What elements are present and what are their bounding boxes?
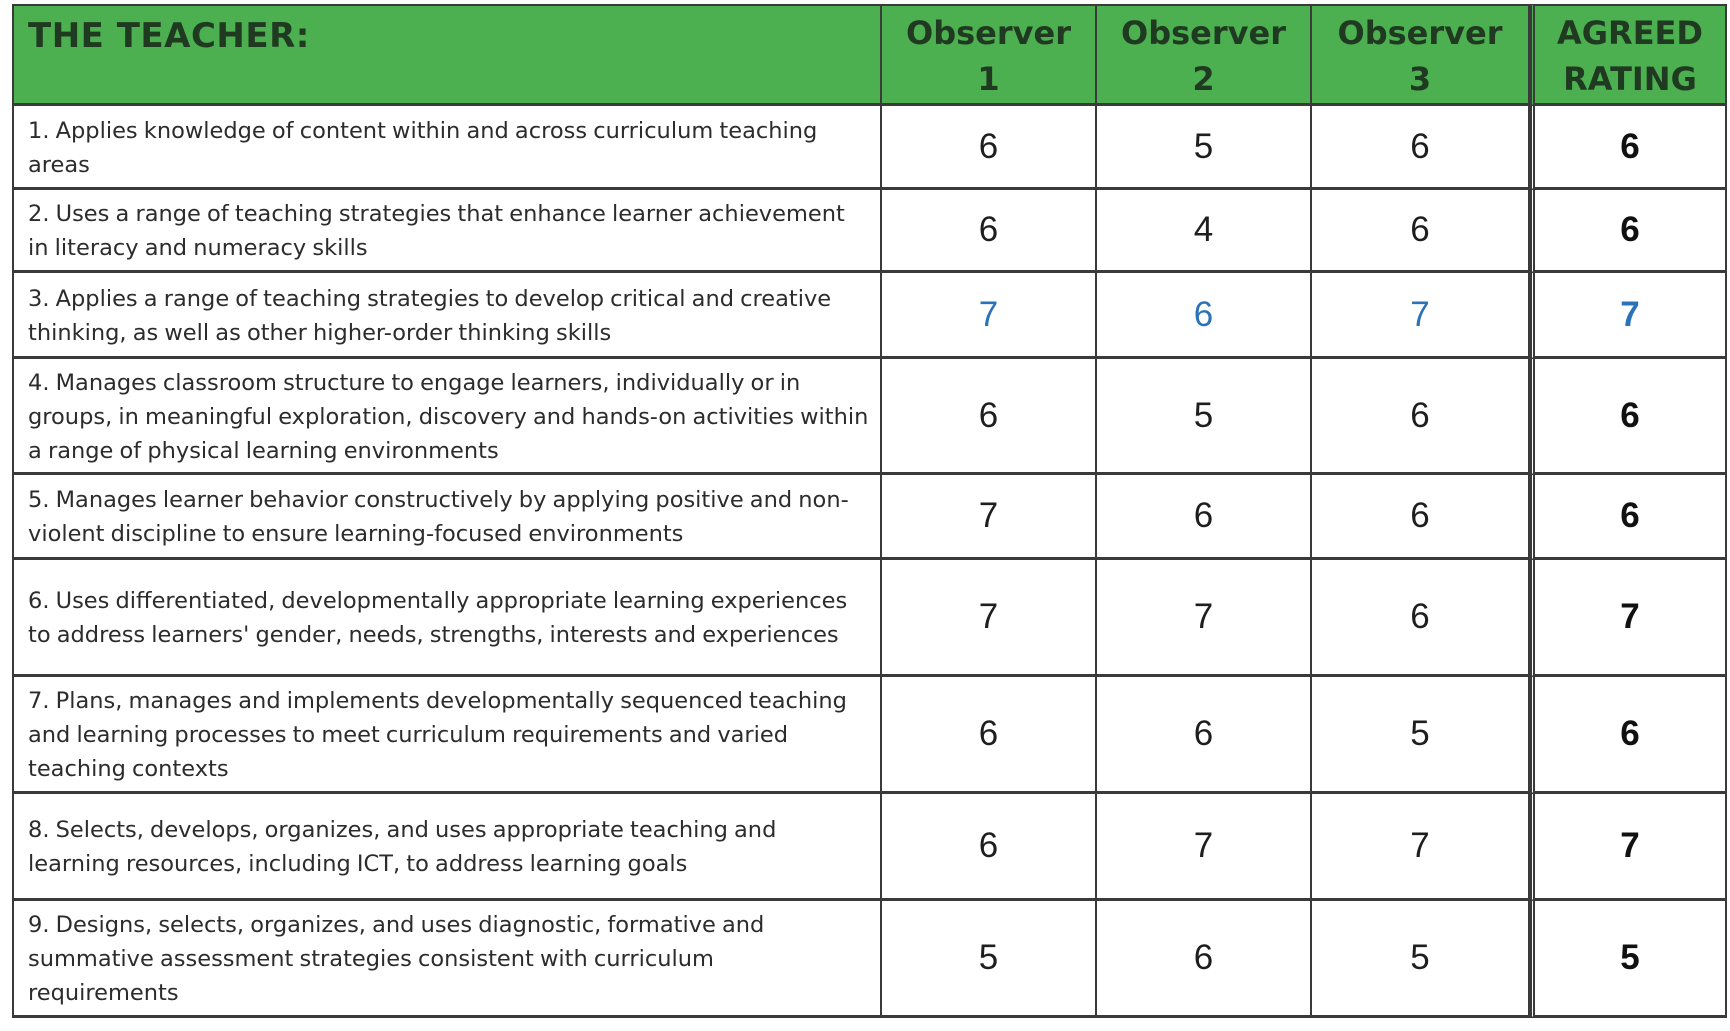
criterion-text: 2. Uses a range of teaching strategies that enhance learner achievement in literacy and numeracy skills xyxy=(12,190,882,273)
observer-1-score: 7 xyxy=(882,560,1097,677)
table-row xyxy=(12,794,1727,901)
agreed-rating-score: 6 xyxy=(1530,190,1727,273)
agreed-rating-score: 7 xyxy=(1530,560,1727,677)
observer-1-score: 7 xyxy=(882,475,1097,560)
observer-1-header xyxy=(882,4,1097,106)
observer-1-score: 7 xyxy=(882,273,1097,359)
agreed-rating-header xyxy=(1530,4,1727,106)
observer-2-header-line1: Observer xyxy=(1121,14,1286,52)
observer-2-score: 7 xyxy=(1097,794,1312,901)
observer-2-score: 7 xyxy=(1097,560,1312,677)
observer-1-header-line2: 1 xyxy=(977,60,1000,98)
agreed-rating-score: 6 xyxy=(1530,106,1727,190)
observer-2-score: 5 xyxy=(1097,106,1312,190)
criterion-text: 8. Selects, develops, organizes, and uses appropriate teaching and learning resources, including ICT, to address learning goals xyxy=(12,794,882,901)
table-row xyxy=(12,190,1727,273)
observer-1-score: 6 xyxy=(882,190,1097,273)
observer-1-header-line1: Observer xyxy=(906,14,1071,52)
observer-3-score: 5 xyxy=(1312,677,1530,794)
table-row xyxy=(12,677,1727,794)
observer-3-score: 7 xyxy=(1312,273,1530,359)
criterion-text: 7. Plans, manages and implements developmentally sequenced teaching and learning processes to meet curriculum requirements and varied teaching contexts xyxy=(12,677,882,794)
observer-2-score: 6 xyxy=(1097,677,1312,794)
table-row xyxy=(12,106,1727,190)
agreed-rating-score: 7 xyxy=(1530,794,1727,901)
observer-1-score: 5 xyxy=(882,901,1097,1018)
observer-2-score: 6 xyxy=(1097,901,1312,1018)
agreed-header-line2: RATING xyxy=(1563,60,1697,98)
observer-2-score: 5 xyxy=(1097,359,1312,475)
observer-2-score: 4 xyxy=(1097,190,1312,273)
observer-3-score: 6 xyxy=(1312,190,1530,273)
observer-3-score: 5 xyxy=(1312,901,1530,1018)
criterion-text: 6. Uses differentiated, developmentally appropriate learning experiences to address learners' gender, needs, strengths, interests and experiences xyxy=(12,560,882,677)
criterion-text: 5. Manages learner behavior constructively by applying positive and non-violent discipline to ensure learning-focused environments xyxy=(12,475,882,560)
table-row xyxy=(12,359,1727,475)
observer-3-score: 7 xyxy=(1312,794,1530,901)
table-row xyxy=(12,901,1727,1018)
observer-1-score: 6 xyxy=(882,794,1097,901)
observer-3-score: 6 xyxy=(1312,359,1530,475)
teacher-column-header xyxy=(12,4,882,106)
criterion-text: 3. Applies a range of teaching strategies to develop critical and creative thinking, as well as other higher-order thinking skills xyxy=(12,273,882,359)
observer-3-header-line2: 3 xyxy=(1408,60,1432,98)
agreed-rating-score: 6 xyxy=(1530,359,1727,475)
teacher-header-label: THE TEACHER: xyxy=(28,16,310,56)
observer-3-header-line1: Observer xyxy=(1337,14,1503,52)
agreed-rating-score: 6 xyxy=(1530,475,1727,560)
agreed-rating-score: 6 xyxy=(1530,677,1727,794)
header-row xyxy=(12,4,1727,106)
criterion-text: 4. Manages classroom structure to engage learners, individually or in groups, in meaningful exploration, discovery and hands-on activities within a range of physical learning environments xyxy=(12,359,882,475)
observer-rating-table xyxy=(12,4,1727,1018)
observer-1-score: 6 xyxy=(882,677,1097,794)
observer-2-header-line2: 2 xyxy=(1192,60,1215,98)
observer-3-score: 6 xyxy=(1312,560,1530,677)
observer-2-score: 6 xyxy=(1097,273,1312,359)
observer-3-header xyxy=(1312,4,1530,106)
agreed-rating-score: 5 xyxy=(1530,901,1727,1018)
criterion-text: 1. Applies knowledge of content within and across curriculum teaching areas xyxy=(12,106,882,190)
table-row-highlighted xyxy=(12,273,1727,359)
observer-3-score: 6 xyxy=(1312,475,1530,560)
agreed-header-line1: AGREED xyxy=(1557,14,1703,52)
table-row xyxy=(12,475,1727,560)
observer-1-score: 6 xyxy=(882,359,1097,475)
observer-1-score: 6 xyxy=(882,106,1097,190)
observer-3-score: 6 xyxy=(1312,106,1530,190)
table-row xyxy=(12,560,1727,677)
observer-2-header xyxy=(1097,4,1312,106)
agreed-rating-score: 7 xyxy=(1530,273,1727,359)
observer-2-score: 6 xyxy=(1097,475,1312,560)
criterion-text: 9. Designs, selects, organizes, and uses diagnostic, formative and summative assessment strategies consistent with curriculum requirements xyxy=(12,901,882,1018)
